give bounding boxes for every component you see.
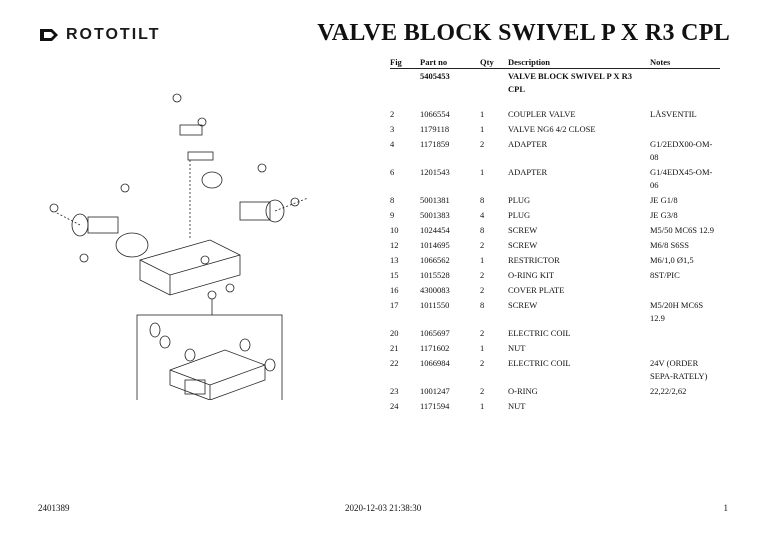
table-header-row — [390, 55, 720, 69]
cell-part-no: 1066554 — [420, 109, 450, 119]
rototilt-logo-icon — [38, 26, 60, 44]
cell-qty: 8 — [480, 195, 485, 205]
cell-part-no: 1001247 — [420, 386, 450, 396]
cell-part-no: 1024454 — [420, 225, 450, 235]
col-header-notes: Notes — [650, 55, 720, 69]
cell-description: NUT — [508, 401, 526, 411]
cell-description: COUPLER VALVE — [508, 109, 576, 119]
cell-description: COVER PLATE — [508, 285, 565, 295]
cell-notes: M5/50 MC6S 12.9 — [650, 225, 714, 235]
rototilt-logo — [38, 26, 161, 44]
cell-fig: 3 — [390, 124, 395, 134]
cell-qty: 2 — [480, 386, 485, 396]
assembly-row — [390, 69, 720, 98]
cell-part-no: 1066984 — [420, 358, 450, 368]
cell-description: ADAPTER — [508, 139, 548, 149]
cell-notes — [650, 69, 720, 98]
cell-qty: 2 — [480, 240, 485, 250]
cell-part-no: 1171594 — [420, 401, 450, 411]
spacer-row — [390, 97, 720, 107]
cell-fig: 23 — [390, 386, 399, 396]
cell-notes — [650, 326, 720, 341]
cell-description: SCREW — [508, 225, 538, 235]
cell-fig: 13 — [390, 255, 399, 265]
table-row — [390, 384, 720, 399]
cell-notes: M6/8 S6SS — [650, 240, 689, 250]
cell-description: SCREW — [508, 300, 538, 310]
cell-notes — [650, 341, 720, 356]
cell-qty: 2 — [480, 358, 485, 368]
cell-qty: 8 — [480, 225, 485, 235]
cell-fig — [390, 69, 420, 98]
cell-description: SCREW — [508, 240, 538, 250]
cell-part-no: 1201543 — [420, 167, 450, 177]
parts-table — [390, 55, 720, 414]
cell-description: RESTRICTOR — [508, 255, 560, 265]
cell-description: ELECTRIC COIL — [508, 358, 571, 368]
cell-description: NUT — [508, 343, 526, 353]
cell-part-no: 1171859 — [420, 139, 450, 149]
cell-part-no: 4300083 — [420, 285, 450, 295]
cell-description: ADAPTER — [508, 167, 548, 177]
exploded-view-drawing — [40, 80, 340, 400]
cell-fig: 9 — [390, 210, 395, 220]
cell-qty: 1 — [480, 109, 485, 119]
table-row — [390, 253, 720, 268]
page-title: VALVE BLOCK SWIVEL P X R3 CPL — [317, 20, 730, 46]
cell-qty — [480, 69, 508, 98]
table-row — [390, 399, 720, 414]
cell-notes: JE G1/8 — [650, 195, 678, 205]
cell-qty: 1 — [480, 343, 485, 353]
cell-part-no: 1014695 — [420, 240, 450, 250]
cell-fig: 12 — [390, 240, 399, 250]
cell-description: O-RING — [508, 386, 538, 396]
cell-qty: 2 — [480, 270, 485, 280]
cell-fig: 4 — [390, 139, 395, 149]
cell-notes: LÅSVENTIL — [650, 109, 697, 119]
cell-qty: 8 — [480, 300, 485, 310]
cell-qty: 4 — [480, 210, 485, 220]
cell-part-no: 5001383 — [420, 210, 450, 220]
table-row — [390, 341, 720, 356]
cell-fig: 21 — [390, 343, 399, 353]
cell-fig: 10 — [390, 225, 399, 235]
table-row — [390, 165, 720, 193]
cell-notes — [650, 399, 720, 414]
cell-notes: 22,22/2,62 — [650, 386, 687, 396]
col-header-fig: Fig — [390, 55, 420, 69]
cell-qty: 1 — [480, 401, 485, 411]
cell-notes: G1/2EDX00-OM-08 — [650, 139, 713, 162]
table-row — [390, 326, 720, 341]
cell-part-no: 5405453 — [420, 71, 450, 81]
table-row — [390, 193, 720, 208]
cell-notes: M5/20H MC6S 12.9 — [650, 300, 704, 323]
cell-part-no: 1171602 — [420, 343, 450, 353]
cell-part-no: 1066562 — [420, 255, 450, 265]
cell-fig: 6 — [390, 167, 395, 177]
table-row — [390, 298, 720, 326]
table-row — [390, 268, 720, 283]
cell-notes — [650, 122, 720, 137]
table-row — [390, 208, 720, 223]
cell-qty: 2 — [480, 139, 485, 149]
cell-notes: G1/4EDX45-OM-06 — [650, 167, 713, 190]
table-row — [390, 223, 720, 238]
cell-qty: 1 — [480, 167, 485, 177]
cell-description: PLUG — [508, 210, 531, 220]
cell-qty: 2 — [480, 285, 485, 295]
table-row — [390, 137, 720, 165]
cell-fig: 20 — [390, 328, 399, 338]
cell-fig: 2 — [390, 109, 395, 119]
cell-part-no: 1179118 — [420, 124, 450, 134]
page-number: 1 — [723, 503, 728, 513]
cell-description: O-RING KIT — [508, 270, 555, 280]
brand-name: ROTOTILT — [66, 26, 161, 43]
cell-fig: 16 — [390, 285, 399, 295]
cell-notes: M6/1,0 Ø1,5 — [650, 255, 694, 265]
print-timestamp: 2020-12-03 21:38:30 — [345, 503, 422, 513]
cell-fig: 15 — [390, 270, 399, 280]
table-row — [390, 356, 720, 384]
cell-description: VALVE NG6 4/2 CLOSE — [508, 124, 596, 134]
col-header-qty: Qty — [480, 55, 508, 69]
cell-qty: 1 — [480, 124, 485, 134]
cell-part-no: 1065697 — [420, 328, 450, 338]
document-number: 2401389 — [38, 503, 70, 513]
cell-fig: 24 — [390, 401, 399, 411]
cell-qty: 2 — [480, 328, 485, 338]
col-header-description: Description — [508, 55, 650, 69]
cell-description: VALVE BLOCK SWIVEL P X R3 CPL — [508, 71, 632, 94]
cell-notes: JE G3/8 — [650, 210, 678, 220]
cell-fig: 17 — [390, 300, 399, 310]
table-row — [390, 107, 720, 122]
table-row — [390, 283, 720, 298]
cell-description: ELECTRIC COIL — [508, 328, 571, 338]
cell-notes: 24V (ORDER SEPA-RATELY) — [650, 358, 708, 381]
cell-qty: 1 — [480, 255, 485, 265]
cell-notes — [650, 283, 720, 298]
part-rows — [390, 107, 720, 414]
cell-part-no: 1011550 — [420, 300, 450, 310]
col-header-part-no: Part no — [420, 55, 480, 69]
cell-fig: 8 — [390, 195, 395, 205]
cell-part-no: 5001381 — [420, 195, 450, 205]
table-row — [390, 122, 720, 137]
cell-part-no: 1015528 — [420, 270, 450, 280]
cell-description: PLUG — [508, 195, 531, 205]
cell-fig: 22 — [390, 358, 399, 368]
cell-notes: 8ST/PIC — [650, 270, 680, 280]
table-row — [390, 238, 720, 253]
